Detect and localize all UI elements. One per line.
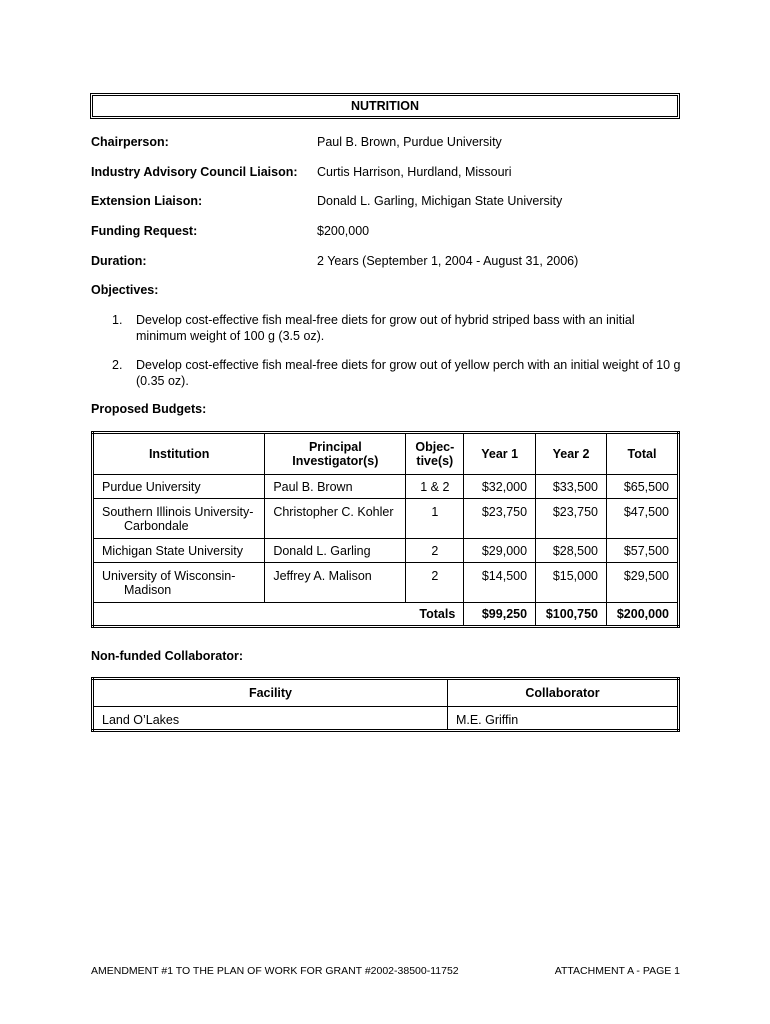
objective-number: 1. (112, 313, 123, 327)
table-row (93, 707, 679, 731)
institution-header: Institution (93, 433, 265, 475)
year2-cell: $33,500 (536, 475, 607, 499)
extension-liaison-label: Extension Liaison: (91, 194, 203, 208)
table-row (93, 475, 679, 499)
extension-liaison-value: Donald L. Garling, Michigan State University (317, 194, 563, 208)
totals-year2: $100,750 (536, 603, 607, 627)
chairperson-label: Chairperson: (91, 135, 169, 149)
budget-table (91, 431, 680, 628)
objectives-cell: 2 (406, 539, 464, 563)
budgets-heading: Proposed Budgets: (91, 402, 207, 416)
facility-cell: Land O’Lakes (93, 707, 448, 731)
objectives-cell: 1 & 2 (406, 475, 464, 499)
year1-header: Year 1 (464, 433, 536, 475)
objectives-cell: 1 (406, 499, 464, 539)
total-cell: $65,500 (607, 475, 679, 499)
iac-liaison-value: Curtis Harrison, Hurdland, Missouri (317, 165, 512, 179)
pi-cell: Donald L. Garling (265, 539, 406, 563)
year2-cell: $23,750 (536, 499, 607, 539)
totals-total: $200,000 (607, 603, 679, 627)
institution-cell: Purdue University (93, 475, 265, 499)
institution-cell: University of Wisconsin- Madison (93, 563, 265, 603)
year1-cell: $14,500 (464, 563, 536, 603)
collaborator-header: Collaborator (447, 679, 678, 707)
duration-value: 2 Years (September 1, 2004 - August 31, 2006) (317, 254, 579, 268)
pi-cell: Christopher C. Kohler (265, 499, 406, 539)
objective-text: Develop cost-effective fish meal-free diets for grow out of yellow perch with an initial weight of 10 g (0.35 oz). (136, 358, 681, 388)
year2-cell: $28,500 (536, 539, 607, 563)
collaborator-table (91, 677, 680, 732)
objectives-cell: 2 (406, 563, 464, 603)
total-cell: $57,500 (607, 539, 679, 563)
table-row (93, 499, 679, 539)
pi-cell: Jeffrey A. Malison (265, 563, 406, 603)
objective-text: Develop cost-effective fish meal-free diets for grow out of hybrid striped bass with an initial minimum weight of 100 g (3.5 oz). (136, 313, 635, 343)
objectives-heading: Objectives: (91, 283, 159, 297)
year1-cell: $29,000 (464, 539, 536, 563)
footer-page: ATTACHMENT A - PAGE 1 (554, 965, 680, 977)
year2-header: Year 2 (536, 433, 607, 475)
section-title: NUTRITION (90, 93, 680, 119)
table-row (93, 539, 679, 563)
non-funded-heading: Non-funded Collaborator: (91, 649, 244, 663)
year1-cell: $32,000 (464, 475, 536, 499)
funding-request-label: Funding Request: (91, 224, 198, 238)
total-cell: $47,500 (607, 499, 679, 539)
year2-cell: $15,000 (536, 563, 607, 603)
totals-label: Totals (406, 603, 464, 627)
institution-cell: Michigan State University (93, 539, 265, 563)
total-cell: $29,500 (607, 563, 679, 603)
duration-label: Duration: (91, 254, 147, 268)
footer-amendment: AMENDMENT #1 TO THE PLAN OF WORK FOR GRANT #2002-38500-11752 (91, 965, 459, 977)
objective-number: 2. (112, 358, 123, 372)
table-row (93, 563, 679, 603)
table-header-row (93, 679, 679, 707)
institution-cell: Southern Illinois University- Carbondale (93, 499, 265, 539)
pi-header: Principal Investigator(s) (265, 433, 406, 475)
facility-header: Facility (93, 679, 448, 707)
year1-cell: $23,750 (464, 499, 536, 539)
collaborator-cell: M.E. Griffin (447, 707, 678, 731)
funding-request-value: $200,000 (317, 224, 370, 238)
table-header-row (93, 433, 679, 475)
chairperson-value: Paul B. Brown, Purdue University (317, 135, 502, 149)
totals-year1: $99,250 (464, 603, 536, 627)
iac-liaison-label: Industry Advisory Council Liaison: (91, 165, 298, 179)
total-header: Total (607, 433, 679, 475)
objectives-header: Objec- tive(s) (406, 433, 464, 475)
pi-cell: Paul B. Brown (265, 475, 406, 499)
totals-row (93, 603, 679, 627)
